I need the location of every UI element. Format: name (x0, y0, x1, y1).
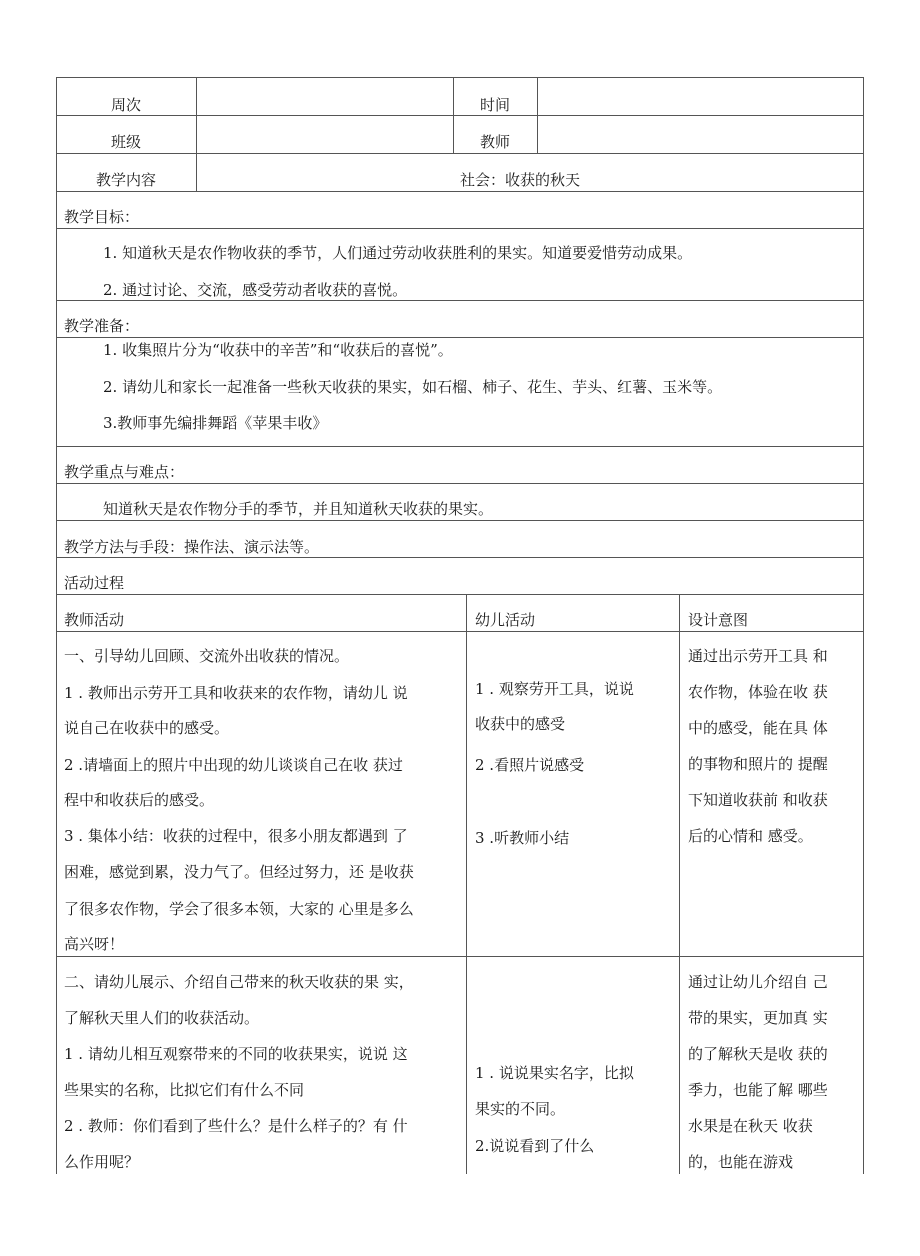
design-intent-line: 下知道收获前 和收获 (688, 791, 828, 809)
design-intent-line: 农作物，体验在收 获 (688, 683, 828, 701)
goals-title: 教学目标： (64, 208, 140, 226)
teacher-activity-line: 了很多农作物，学会了很多本领，大家的 心里是多么 (64, 900, 414, 918)
class-label: 班级 (110, 133, 141, 151)
goal-item: 2. 通过讨论、交流，感受劳动者收获的喜悦。 (103, 281, 408, 299)
col-header-design: 设计意图 (688, 611, 749, 629)
teacher-label: 教师 (479, 133, 510, 151)
design-intent-line: 通过出示劳开工具 和 (688, 647, 828, 665)
prep-item: 2. 请幼儿和家长一起准备一些秋天收获的果实，如石榴、柿子、花生、芋头、红薯、玉米等。 (103, 378, 723, 396)
child-activity-line: 果实的不同。 (475, 1100, 566, 1118)
col-divider (196, 77, 197, 191)
teacher-activity-line: 程中和收获后的感受。 (64, 791, 215, 809)
row-divider (56, 337, 864, 338)
teacher-activity-line: 么作用呢？ (64, 1153, 140, 1171)
prep-item: 3.教师事先编排舞蹈《苹果丰收》 (103, 414, 328, 432)
methods-text: 教学方法与手段：操作法、演示法等。 (64, 538, 320, 556)
content-label: 教学内容 (95, 171, 156, 189)
child-activity-line: 1 . 观察劳开工具，说说 (475, 680, 634, 698)
row-divider (56, 153, 864, 154)
row-divider (56, 483, 864, 484)
teacher-activity-line: 2 .请墙面上的照片中出现的幼儿谈谈自己在收 获过 (64, 756, 403, 774)
time-label: 时间 (479, 96, 510, 114)
row-divider (56, 191, 864, 192)
design-intent-line: 通过让幼儿介绍自 己 (688, 973, 828, 991)
col-divider (537, 77, 538, 153)
design-intent-line: 带的果实，更加真 实 (688, 1009, 828, 1027)
row-divider (56, 228, 864, 229)
teacher-activity-line: 一、引导幼儿回顾、交流外出收获的情况。 (64, 647, 350, 665)
child-activity-line: 3 .听教师小结 (475, 829, 570, 847)
child-activity-line: 1 . 说说果实名字，比拟 (475, 1064, 634, 1082)
row-divider (56, 956, 864, 957)
content-value: 社会：收获的秋天 (460, 171, 581, 189)
col-header-child: 幼儿活动 (475, 611, 536, 629)
process-title: 活动过程 (64, 574, 125, 592)
design-intent-line: 后的心情和 感受。 (688, 827, 813, 845)
prep-title: 教学准备： (64, 317, 140, 335)
row-divider (56, 446, 864, 447)
row-divider (56, 557, 864, 558)
prep-item: 1. 收集照片分为“收获中的辛苦”和“收获后的喜悦”。 (103, 341, 453, 359)
key-points-title: 教学重点与难点： (64, 463, 185, 481)
teacher-activity-line: 二、请幼儿展示、介绍自己带来的秋天收获的果 实， (64, 973, 414, 991)
teacher-activity-line: 高兴呀！ (64, 935, 125, 953)
teacher-activity-line: 1 . 请幼儿相互观察带来的不同的收获果实，说说 这 (64, 1045, 408, 1063)
row-divider (56, 115, 864, 116)
teacher-activity-line: 2 . 教师：你们看到了些什么？是什么样子的？有 什 (64, 1117, 408, 1135)
teacher-activity-line: 些果实的名称，比拟它们有什么不同 (64, 1081, 305, 1099)
col-divider (466, 594, 467, 1174)
row-divider (56, 631, 864, 632)
design-intent-line: 的事物和照片的 提醒 (688, 755, 828, 773)
teacher-activity-line: 1 . 教师出示劳开工具和收获来的农作物，请幼儿 说 (64, 684, 408, 702)
design-intent-line: 季力，也能了解 哪些 (688, 1081, 828, 1099)
col-header-teacher: 教师活动 (64, 611, 125, 629)
col-divider (679, 594, 680, 1174)
teacher-activity-line: 3 . 集体小结：收获的过程中，很多小朋友都遇到 了 (64, 827, 408, 845)
teacher-activity-line: 说自己在收获中的感受。 (64, 719, 230, 737)
key-points-text: 知道秋天是农作物分手的季节，并且知道秋天收获的果实。 (103, 500, 494, 518)
child-activity-line: 2 .看照片说感受 (475, 756, 585, 774)
goal-item: 1. 知道秋天是农作物收获的季节，人们通过劳动收获胜利的果实。知道要爱惜劳动成果。 (103, 244, 693, 262)
design-intent-line: 中的感受，能在具 体 (688, 719, 828, 737)
row-divider (56, 300, 864, 301)
teacher-activity-line: 困难，感觉到累，没力气了。但经过努力，还 是收获 (64, 863, 414, 881)
row-divider (56, 594, 864, 595)
child-activity-line: 收获中的感受 (475, 715, 566, 733)
row-divider (56, 520, 864, 521)
teacher-activity-line: 了解秋天里人们的收获活动。 (64, 1009, 260, 1027)
child-activity-line: 2.说说看到了什么 (475, 1137, 595, 1155)
design-intent-line: 的，也能在游戏 (688, 1153, 794, 1171)
design-intent-line: 的了解秋天是收 获的 (688, 1045, 828, 1063)
week-label: 周次 (110, 96, 141, 114)
design-intent-line: 水果是在秋天 收获 (688, 1117, 813, 1135)
